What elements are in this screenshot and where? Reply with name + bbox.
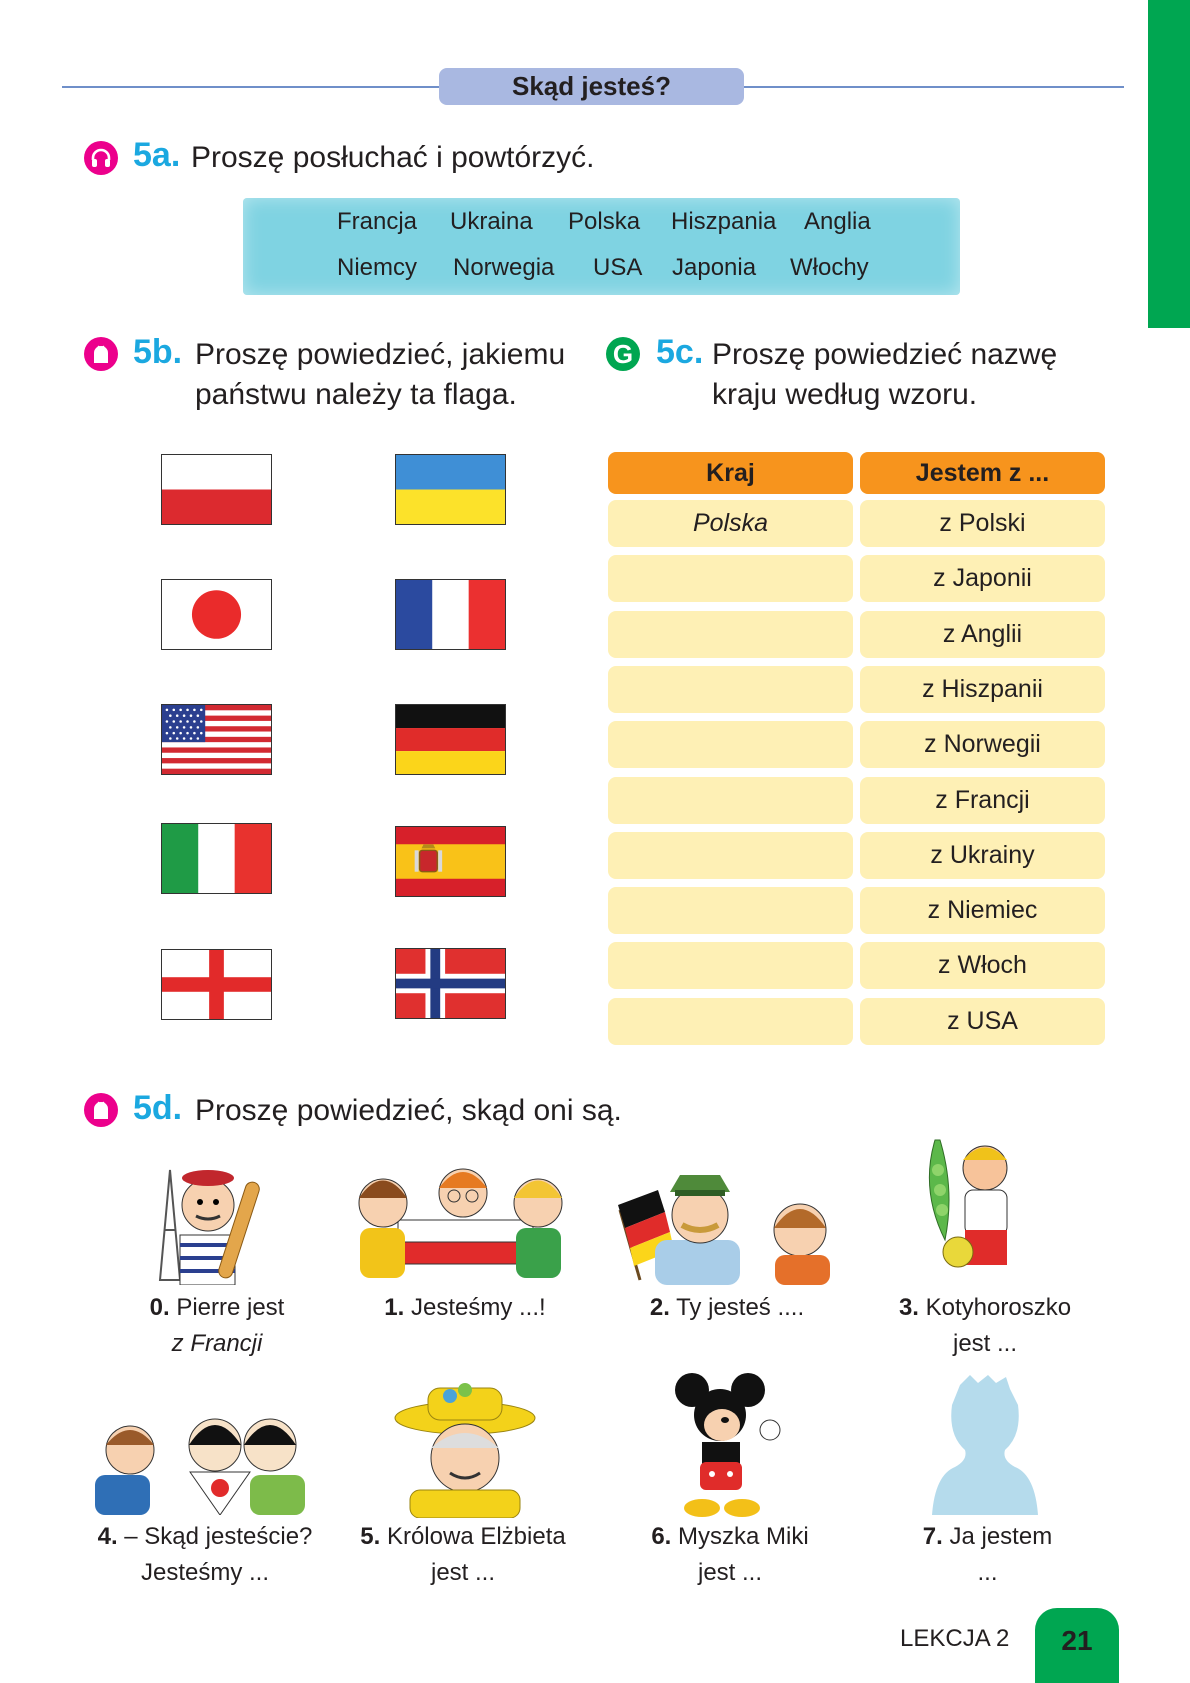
boy-and-japanese-girls-illustration: [90, 1400, 320, 1515]
caption-item-1: 1. Jesteśmy ...!: [384, 1294, 546, 1321]
caption-item-3: 3. Kotyhoroszko jest ...: [898, 1294, 1072, 1357]
page-title: Skąd jesteś?: [439, 68, 744, 105]
speaking-icon: [84, 1093, 118, 1127]
pierre-illustration: [140, 1150, 280, 1285]
german-man-illustration: [610, 1150, 850, 1285]
usa-flag: [161, 704, 272, 775]
table-cell-country: [608, 666, 853, 713]
table-cell-from: z Francji: [860, 777, 1105, 824]
exercise-5c-number: 5c.: [656, 333, 704, 371]
table-cell-from: z Anglii: [860, 611, 1105, 658]
table-cell-country: [608, 942, 853, 989]
table-cell-country: [608, 555, 853, 602]
chapter-tab: [1148, 0, 1190, 328]
word-bank-item: USA: [593, 254, 643, 281]
table-cell-country: Polska: [608, 500, 853, 547]
word-bank-item: Hiszpania: [671, 208, 777, 235]
japan-flag: [161, 579, 272, 650]
table-cell-from: z Polski: [860, 500, 1105, 547]
word-bank-item: Niemcy: [337, 254, 418, 281]
table-cell-country: [608, 721, 853, 768]
word-bank-item: Francja: [337, 208, 418, 235]
table-header-country: Kraj: [608, 452, 853, 494]
caption-item-6: 6. Myszka Miki jest ...: [651, 1523, 809, 1586]
exercise-5c-instruction-line2: kraju według wzoru.: [712, 378, 978, 411]
headphones-icon: [84, 141, 118, 175]
caption-item-2: 2. Ty jesteś ....: [649, 1294, 805, 1321]
page-number: 21: [1035, 1608, 1119, 1683]
table-cell-from: z Japonii: [860, 555, 1105, 602]
word-bank-item: Włochy: [790, 254, 869, 281]
kotyhoroszko-illustration: [920, 1130, 1040, 1280]
word-bank-item: Polska: [568, 208, 641, 235]
table-cell-country: [608, 887, 853, 934]
word-bank-item: Anglia: [804, 208, 871, 235]
table-cell-from: z Włoch: [860, 942, 1105, 989]
caption-item-5: 5. Królowa Elżbieta jest ...: [360, 1523, 566, 1586]
table-cell-from: z USA: [860, 998, 1105, 1045]
header-rule-right: [742, 86, 1124, 88]
lesson-label: LEKCJA 2: [900, 1625, 1010, 1652]
poland-flag: [161, 454, 272, 525]
silhouette-illustration: [930, 1375, 1040, 1515]
exercise-5a-number: 5a.: [133, 136, 181, 174]
exercise-5d-number: 5d.: [133, 1089, 183, 1127]
speaking-icon: [84, 337, 118, 371]
table-header-from: Jestem z ...: [860, 452, 1105, 494]
exercise-5c-instruction-line1: Proszę powiedzieć nazwę: [712, 338, 1058, 371]
exercise-5b-number: 5b.: [133, 333, 183, 371]
queen-elizabeth-illustration: [390, 1378, 540, 1518]
caption-item-7: 7. Ja jestem ...: [922, 1523, 1053, 1586]
table-cell-from: z Ukrainy: [860, 832, 1105, 879]
table-cell-from: z Hiszpanii: [860, 666, 1105, 713]
exercise-5a-instruction: Proszę posłuchać i powtórzyć.: [191, 141, 595, 174]
header-rule-left: [62, 86, 440, 88]
word-bank-item: Norwegia: [453, 254, 555, 281]
table-cell-from: z Niemiec: [860, 887, 1105, 934]
norway-flag: [395, 948, 506, 1019]
exercise-5d-instruction: Proszę powiedzieć, skąd oni są.: [195, 1094, 622, 1127]
mickey-mouse-illustration: [670, 1370, 790, 1520]
france-flag: [395, 579, 506, 650]
word-bank-item: Ukraina: [450, 208, 533, 235]
exercise-5b-instruction-line2: państwu należy ta flaga.: [195, 378, 517, 411]
grammar-icon: G: [606, 337, 640, 371]
table-cell-country: [608, 777, 853, 824]
children-polish-flag-illustration: [348, 1158, 578, 1283]
exercise-5b-instruction-line1: Proszę powiedzieć, jakiemu: [195, 338, 566, 371]
germany-flag: [395, 704, 506, 775]
england-flag: [161, 949, 272, 1020]
table-cell-from: z Norwegii: [860, 721, 1105, 768]
table-cell-country: [608, 998, 853, 1045]
italy-flag: [161, 823, 272, 894]
ukraine-flag: [395, 454, 506, 525]
table-cell-country: [608, 611, 853, 658]
caption-item-4: 4. – Skąd jesteście? Jesteśmy ...: [97, 1523, 313, 1586]
word-bank-item: Japonia: [672, 254, 757, 281]
spain-flag: [395, 826, 506, 897]
caption-item-0: 0. Pierre jest z Francji: [149, 1294, 285, 1357]
table-cell-country: [608, 832, 853, 879]
